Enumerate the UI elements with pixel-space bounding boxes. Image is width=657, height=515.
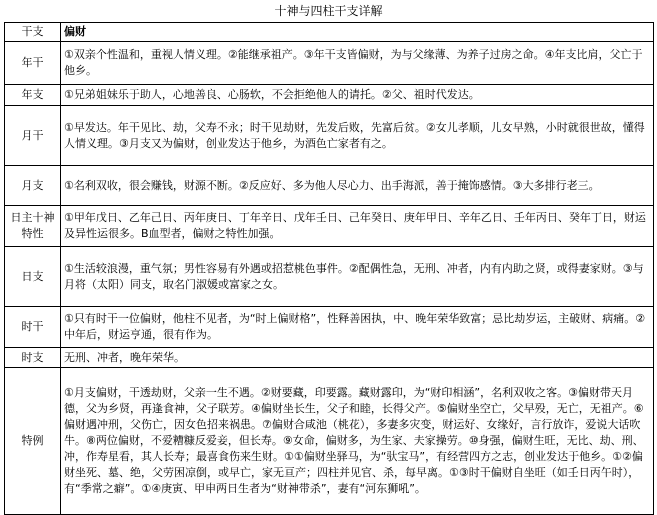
row-label: 年干 xyxy=(5,42,61,85)
table-row xyxy=(5,247,654,307)
table-row xyxy=(5,206,654,247)
row-label: 特例 xyxy=(5,368,61,515)
row-content: 无刑、冲者，晚年荣华。 xyxy=(61,348,654,368)
row-label: 月支 xyxy=(5,166,61,206)
row-content: ①早发达。年干见比、劫，父寿不永；时干见劫财，先发后败，先富后贫。②女儿孝顺，儿女早熟，小时就很世故，懂得人情义理。③月支又为偏财，创业发达于他乡，为酒色亡家者有之。 xyxy=(61,106,654,166)
table-row xyxy=(5,42,654,85)
table-row xyxy=(5,348,654,368)
table-row xyxy=(5,368,654,515)
row-label: 时干 xyxy=(5,307,61,348)
row-content: ①生活较浪漫，重气氛；男性容易有外遇或招惹桃色事件。②配偶性急，无刑、冲者，内有内助之贤，或得妻家财。③与月将（太阳）同支，取名门淑媛或富家之女。 xyxy=(61,247,654,307)
row-label: 月干 xyxy=(5,106,61,166)
row-label: 日支 xyxy=(5,247,61,307)
header-column-title: 偏财 xyxy=(61,23,654,42)
table-row xyxy=(5,166,654,206)
row-content: ①只有时干一位偏财，他柱不见者，为“时上偏财格”，性释善困执，中、晚年荣华致富；忌比劫岁运，主破财、病痛。②中年后，财运亨通，很有作为。 xyxy=(61,307,654,348)
row-content: ①月支偏财，干透劫财，父亲一生不遇。②财要藏，印要露。藏财露印，为“财印相涵”，名利双收之客。③偏财带天月德，父为乡贤，再逢食神，父子联芳。④偏财坐长生，父子和睦，长得父产。⑤偏财坐空亡，父早殁，无亡，无祖产。⑥偏财遇冲刑，父伤亡，因女色招来祸患。⑦偏财合咸池（桃花），多妻多灾变，财运好、女缘好，言行放诈，爱说大话吹牛。⑧两位偏财，不爱糟糠反爱妾，但长寿。⑨女命，偏财多，为生家、夫家操劳。⑩身强，偏财生旺，无比、劫、刑、冲，作寿星看，其人长寿；最喜食伤来生财。①①偏财坐驿马，为“驮宝马”，有经营四方之志，创业发达于他乡。①②偏财坐死、墓、绝，父劳困凉倒，或早亡，家无亘产；四柱并见官、杀，每早离。①③时干偏财自坐旺（如壬日丙午时），有“季常之癖”。①④庚寅、甲申两日生者为“财神带杀”，妻有“河东狮吼”。 xyxy=(61,368,654,515)
table-row xyxy=(5,85,654,106)
detail-table xyxy=(4,22,654,515)
table-header-row xyxy=(5,23,654,42)
row-label: 时支 xyxy=(5,348,61,368)
header-column-label: 干支 xyxy=(5,23,61,42)
row-content: ①甲年戊日、乙年己日、丙年庚日、丁年辛日、戊年壬日、己年癸日、庚年甲日、辛年乙日、壬年丙日、癸年丁日，财运及异性运很多。B血型者，偏财之特性加强。 xyxy=(61,206,654,247)
row-label: 年支 xyxy=(5,85,61,106)
page-title: 十神与四柱干支详解 xyxy=(274,4,383,18)
row-content: ①名利双收，很会赚钱，财源不断。②反应好、多为他人尽心力、出手海派，善于掩饰感情。③大多排行老三。 xyxy=(61,166,654,206)
table-row xyxy=(5,307,654,348)
table-row xyxy=(5,106,654,166)
row-content: ①兄弟姐妹乐于助人，心地善良、心肠软，不会拒绝他人的请托。②父、祖时代发达。 xyxy=(61,85,654,106)
row-label: 日主十神特性 xyxy=(5,206,61,247)
row-content: ①双亲个性温和，重视人情义理。②能继承祖产。③年干支皆偏财，为与父缘薄、为养子过房之命。④年支比肩，父亡于他乡。 xyxy=(61,42,654,85)
